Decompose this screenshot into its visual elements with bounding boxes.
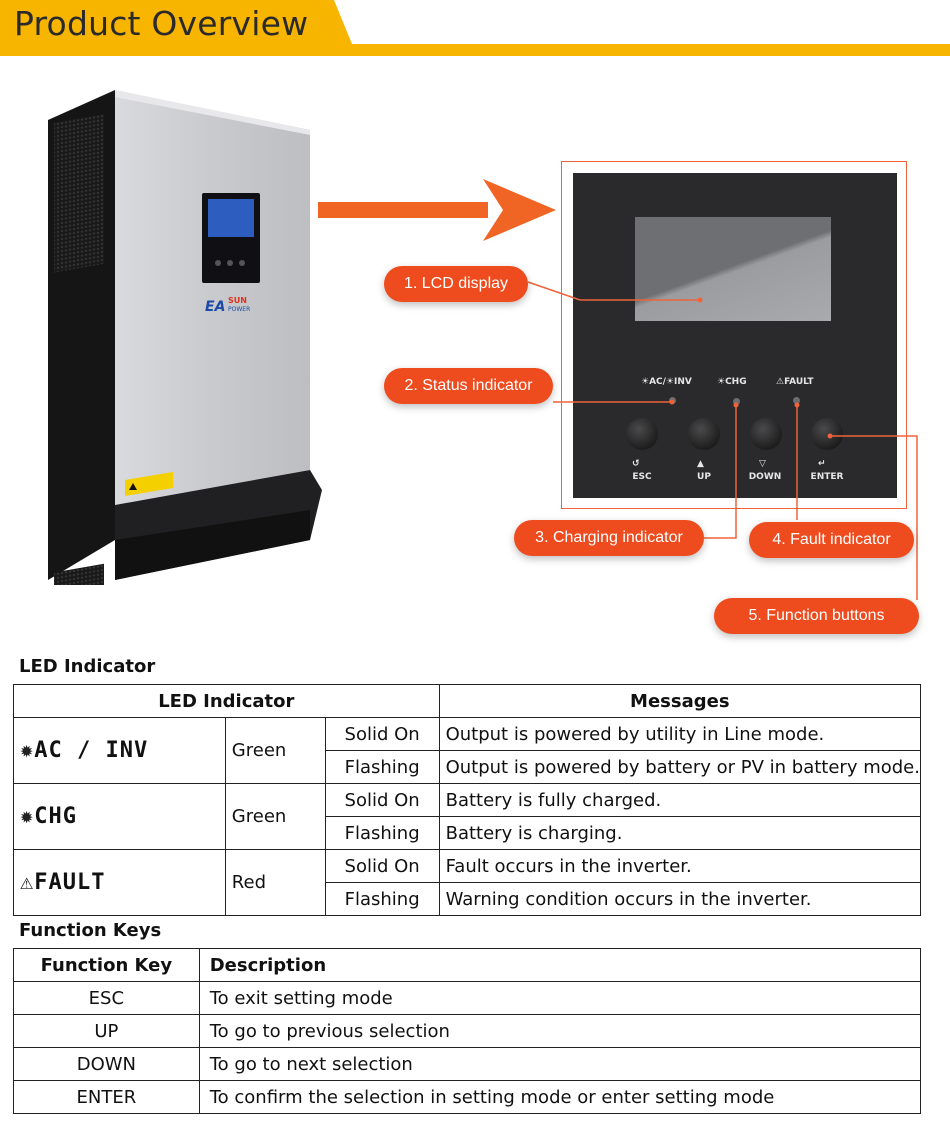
led-state-cell: Solid On [325, 784, 439, 817]
callout-fault-indicator: 4. Fault indicator [749, 522, 914, 558]
page-title: Product Overview [14, 4, 309, 43]
function-keys-title: Function Keys [19, 920, 162, 941]
led-chg-cell: ✹CHG [14, 784, 226, 850]
led-state-cell: Flashing [325, 751, 439, 784]
down-button-label: DOWN [748, 472, 782, 482]
table-row [14, 1048, 921, 1081]
key-cell: UP [14, 1015, 200, 1048]
esc-button-label: ESC [632, 472, 652, 482]
led-color-cell: Green [225, 784, 325, 850]
led-indicator-table [13, 684, 921, 916]
led-state-cell: Solid On [325, 850, 439, 883]
triangle-down-icon: ▽ [759, 459, 766, 469]
led-message-cell: Battery is charging. [439, 817, 920, 850]
escape-arrow-icon: ↺ [632, 459, 640, 469]
led-header: LED Indicator [14, 685, 440, 718]
function-key-header: Function Key [14, 949, 200, 982]
svg-text:POWER: POWER [228, 306, 251, 313]
description-cell: To go to next selection [199, 1048, 920, 1081]
description-cell: To confirm the selection in setting mode or enter setting mode [199, 1081, 920, 1114]
table-header-row [14, 949, 921, 982]
description-header: Description [199, 949, 920, 982]
panel-led-label-ac-inv: ☀AC/☀INV [641, 377, 692, 387]
svg-text:EA: EA [205, 299, 226, 315]
callout-status-indicator: 2. Status indicator [384, 368, 553, 404]
triangle-up-icon: ▲ [697, 459, 704, 469]
table-row [14, 850, 921, 883]
led-message-cell: Output is powered by utility in Line mode. [439, 718, 920, 751]
table-row [14, 982, 921, 1015]
callout-function-buttons: 5. Function buttons [714, 598, 919, 634]
callout-charging-indicator: 3. Charging indicator [514, 520, 704, 556]
led-message-cell: Battery is fully charged. [439, 784, 920, 817]
description-cell: To go to previous selection [199, 1015, 920, 1048]
led-state-cell: Flashing [325, 883, 439, 916]
panel-led-label-chg: ☀CHG [717, 377, 747, 387]
callout-lcd-display: 1. LCD display [384, 266, 528, 302]
led-section-title: LED Indicator [19, 656, 156, 677]
enter-button-label: ENTER [810, 472, 844, 482]
table-row [14, 784, 921, 817]
table-row [14, 1015, 921, 1048]
led-message-cell: Fault occurs in the inverter. [439, 850, 920, 883]
led-color-cell: Green [225, 718, 325, 784]
key-cell: ESC [14, 982, 200, 1015]
led-fault-cell: ⚠FAULT [14, 850, 226, 916]
led-state-cell: Flashing [325, 817, 439, 850]
led-color-cell: Red [225, 850, 325, 916]
key-cell: ENTER [14, 1081, 200, 1114]
led-message-cell: Warning condition occurs in the inverter. [439, 883, 920, 916]
enter-arrow-icon: ↵ [818, 459, 826, 469]
function-keys-table [13, 948, 921, 1114]
led-state-cell: Solid On [325, 718, 439, 751]
panel-led-label-fault: ⚠FAULT [776, 377, 814, 387]
messages-header: Messages [439, 685, 920, 718]
table-row [14, 1081, 921, 1114]
svg-text:SUN: SUN [228, 296, 247, 305]
key-cell: DOWN [14, 1048, 200, 1081]
up-button-label: UP [697, 472, 711, 482]
led-ac-inv-cell: ✹AC / INV [14, 718, 226, 784]
table-row [14, 718, 921, 751]
description-cell: To exit setting mode [199, 982, 920, 1015]
led-message-cell: Output is powered by battery or PV in battery mode. [439, 751, 920, 784]
table-header-row [14, 685, 921, 718]
